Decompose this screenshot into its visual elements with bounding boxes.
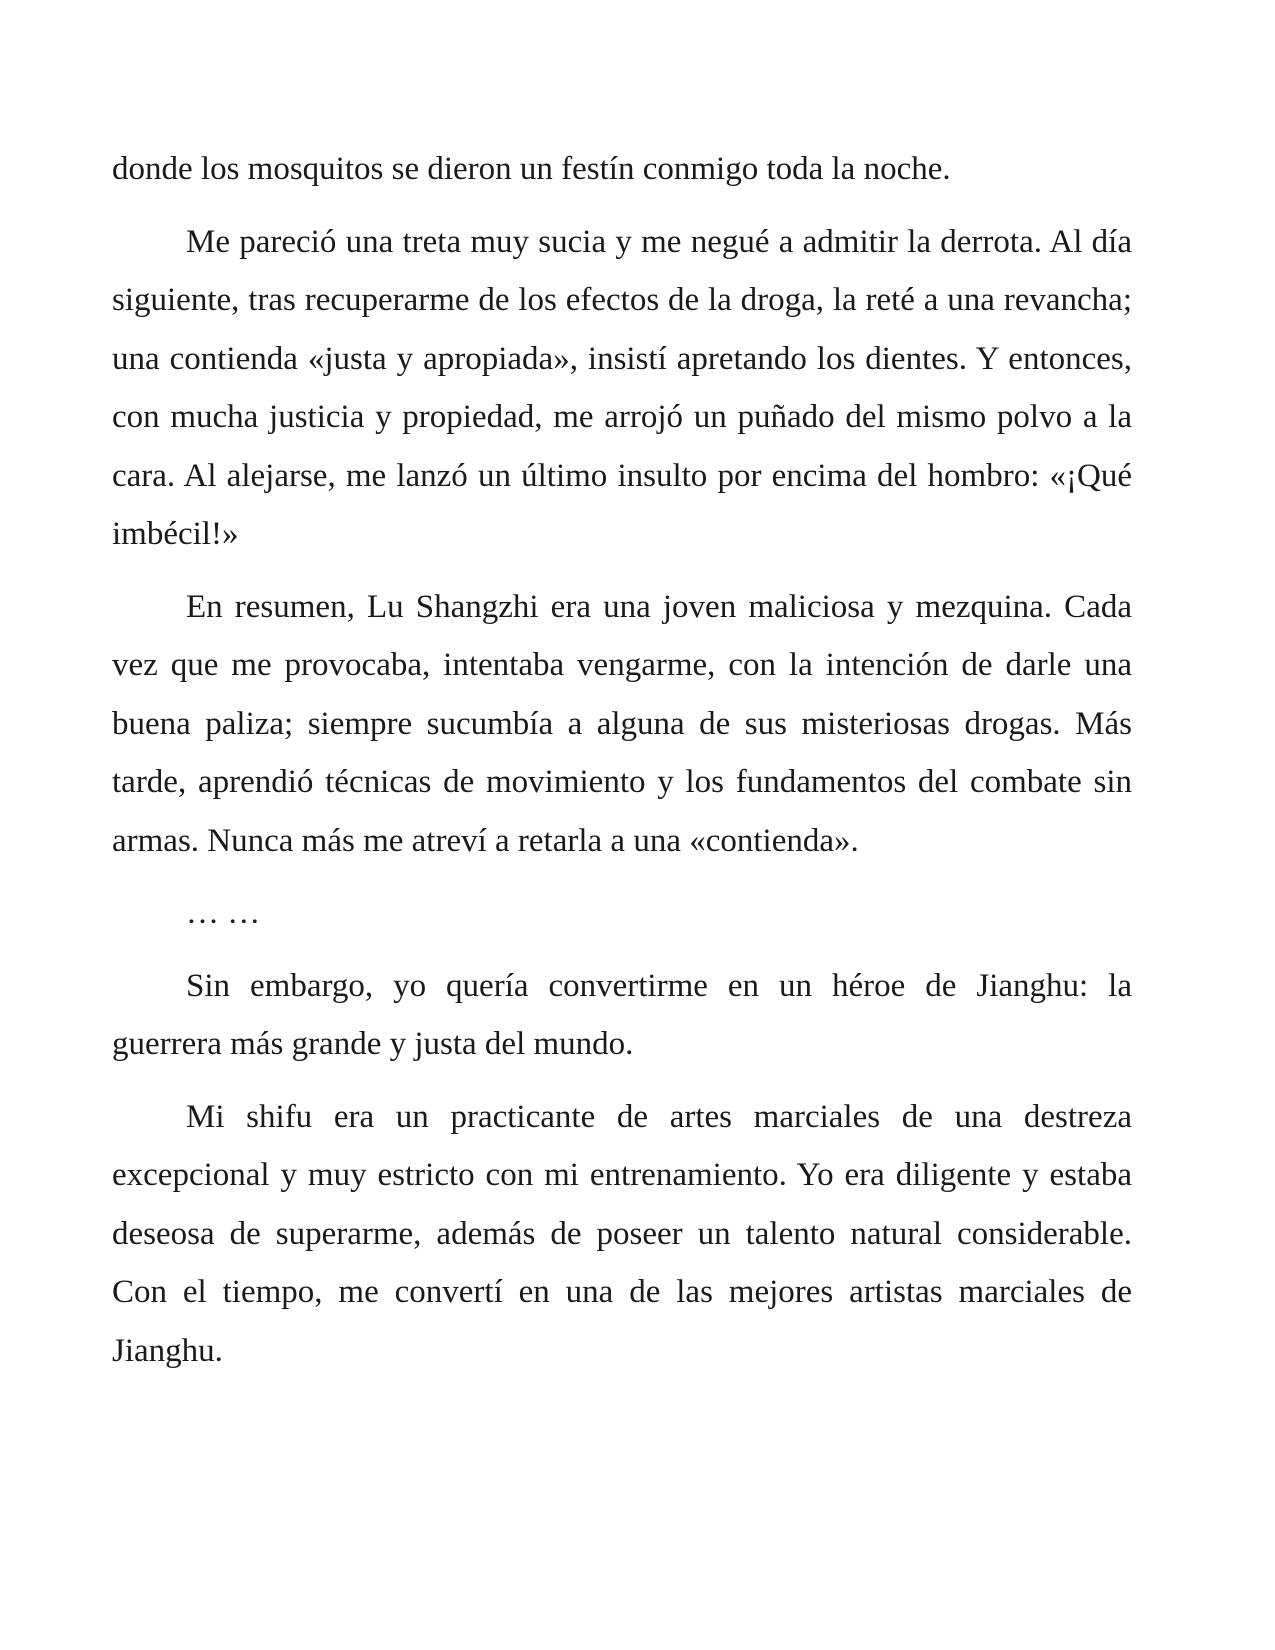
paragraph-continuation: donde los mosquitos se dieron un festín conmigo toda la noche.: [112, 151, 951, 187]
paragraph-shifu: Mi shifu era un practicante de artes marciales de una destreza excepcional y muy estricto con mi entrenamiento. Yo era diligente y estaba deseosa de superarme, además de poseer un talento natural considerable. Con el tiempo, me convertí en una de las mejores artistas marciales de Jianghu.: [112, 1098, 1132, 1369]
body-text: [112, 140, 1132, 1394]
paragraph-hero: Sin embargo, yo quería convertirme en un héroe de Jianghu: la guerrera más grande y justa del mundo.: [112, 967, 1132, 1062]
paragraph-rematch: Me pareció una treta muy sucia y me negué a admitir la derrota. Al día siguiente, tras recuperarme de los efectos de la droga, la reté a una revancha; una contienda «justa y apropiada», insistí apretando los dientes. Y entonces, con mucha justicia y propiedad, me arrojó un puñado del mismo polvo a la cara. Al alejarse, me lanzó un último insulto por encima del hombro: «¡Qué imbécil!»: [112, 223, 1132, 552]
paragraph-summary: En resumen, Lu Shangzhi era una joven maliciosa y mezquina. Cada vez que me provocaba, intentaba vengarme, con la intención de darle una buena paliza; siempre sucumbía a alguna de sus misteriosas drogas. Más tarde, aprendió técnicas de movimiento y los fundamentos del combate sin armas. Nunca más me atreví a retarla a una «contienda».: [112, 588, 1132, 859]
section-separator: … …: [186, 895, 261, 931]
